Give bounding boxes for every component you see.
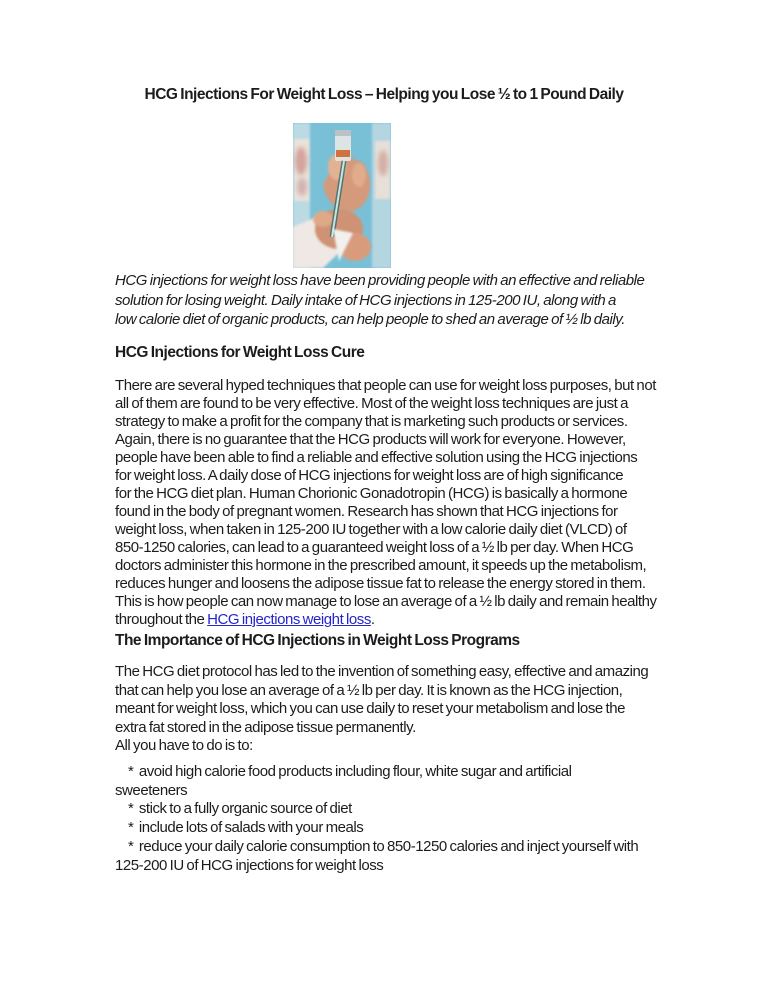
text-line: doctors administer this hormone in the prescribed amount, it speeds up the metabolism,	[115, 557, 647, 574]
text-line: for weight loss. A daily dose of HCG injections for weight loss are of high significance	[115, 467, 624, 484]
text-line: All you have to do is to:	[115, 737, 253, 755]
lower-thumb	[313, 211, 333, 227]
section1-paragraph	[115, 377, 657, 611]
intro-paragraph	[115, 271, 644, 330]
text-line: * avoid high calorie food products including flour, white sugar and artificial	[128, 763, 572, 780]
text-line: 125-200 IU of HCG injections for weight loss	[115, 856, 384, 874]
text-line: sweeteners	[115, 781, 188, 799]
section-heading-importance: The Importance of HCG Injections in Weight Loss Programs	[115, 632, 520, 649]
text-line: solution for losing weight. Daily intake of HCG injections in 125-200 IU, along with a	[115, 291, 616, 309]
section-heading-cure: HCG Injections for Weight Loss Cure	[115, 344, 365, 361]
text-line: HCG injections for weight loss have been providing people with an effective and reliable	[115, 272, 645, 289]
text-line: that can help you lose an average of a ½ lb per day. It is known as the HCG injection,	[115, 681, 623, 699]
document-title: HCG Injections For Weight Loss – Helping you Lose ½ to 1 Pound Daily	[144, 86, 624, 103]
link-prefix-text: throughout the	[115, 611, 208, 628]
text-line: * reduce your daily calorie consumption to 850-1250 calories and inject yourself with	[128, 837, 639, 855]
instructions-list	[115, 763, 638, 875]
text-line: meant for weight loss, which you can use daily to reset your metabolism and lose the	[115, 700, 625, 718]
vial-orange-band	[336, 150, 350, 157]
text-line: This is how people can now manage to lose an average of a ½ lb daily and remain healthy	[115, 593, 657, 610]
section2-paragraph	[115, 663, 648, 756]
text-line: * stick to a fully organic source of diet	[128, 800, 352, 818]
text-line: all of them are found to be very effective. Most of the weight loss techniques are just a	[115, 395, 628, 412]
text-line: 850-1250 calories, can lead to a guaranteed weight loss of a ½ lb per day. When HCG	[115, 539, 634, 556]
text-line: found in the body of pregnant women. Research has shown that HCG injections for	[115, 503, 618, 520]
text-line: low calorie diet of organic products, can help people to shed an average of ½ lb daily.	[115, 311, 625, 328]
syringe-photo	[293, 123, 391, 268]
text-line: The HCG diet protocol has led to the invention of something easy, effective and amazing	[115, 663, 649, 680]
upper-finger	[352, 163, 366, 187]
paragraph-line-with-link	[115, 611, 375, 628]
text-line: people have been able to find a reliable and effective solution using the HCG injections	[115, 449, 638, 466]
poster-left-figure	[295, 147, 307, 175]
text-line: There are several hyped techniques that people can use for weight loss purposes, but not	[115, 377, 656, 394]
poster-left-figure2	[297, 178, 307, 196]
link-suffix-text: .	[370, 611, 375, 628]
text-line: for the HCG diet plan. Human Chorionic Gonadotropin (HCG) is basically a hormone	[115, 485, 628, 502]
vial-cap	[335, 130, 351, 136]
text-line: reduces hunger and loosens the adipose tissue fat to release the energy stored in them.	[115, 575, 646, 592]
text-line: Again, there is no guarantee that the HCG products will work for everyone. However,	[115, 431, 626, 448]
hcg-injections-weight-loss-link[interactable]: HCG injections weight loss	[207, 611, 371, 628]
poster-right-figure	[378, 150, 388, 176]
text-line: weight loss, when taken in 125-200 IU together with a low calorie daily diet (VLCD) of	[115, 521, 627, 538]
text-line: * include lots of salads with your meals	[128, 819, 364, 837]
text-line: extra fat stored in the adipose tissue permanently.	[115, 718, 416, 736]
text-line: strategy to make a profit for the company that is marketing such products or services.	[115, 413, 628, 430]
